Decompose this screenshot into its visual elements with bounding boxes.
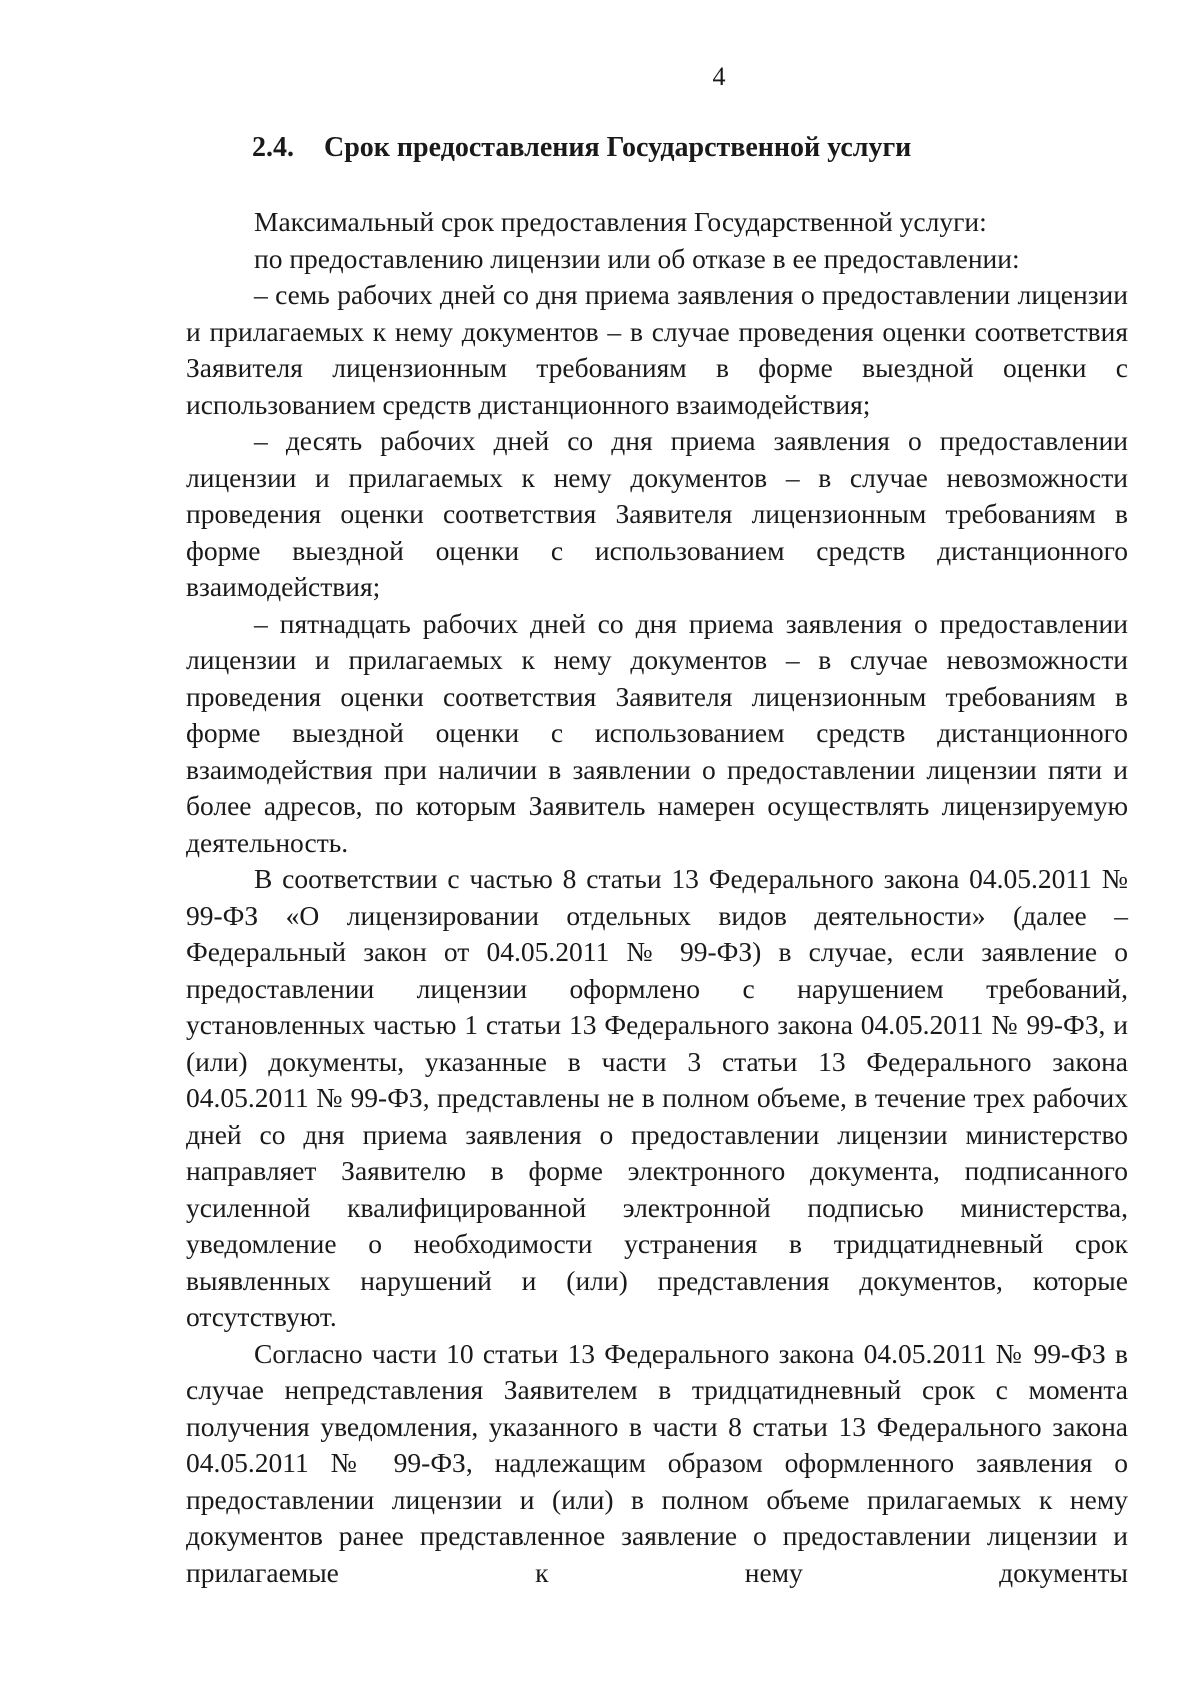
section-title: Срок предоставления Государственной услуги: [324, 132, 912, 163]
paragraph-part-10-return: Согласно части 10 статьи 13 Федерального закона 04.05.2011 № 99-ФЗ в случае непредставления Заявителем в тридцатидневный срок с момента получения уведомления, указанного в части 8 статьи 13 Федерального закона 04.05.2011 № 99-ФЗ, надлежащим образом оформленного заявления о предоставлении лицензии и (или) в полном объеме прилагаемых к нему документов ранее представленное заявление о предоставлении лицензии и прилагаемые к нему документы: [186, 1337, 1128, 1588]
list-item-fifteen-days: – пятнадцать рабочих дней со дня приема заявления о предоставлении лицензии и прилагаемых к нему документов – в случае невозможности проведения оценки соответствия Заявителя лицензионным требованиям в форме выездной оценки с использованием средств дистанционного взаимодействия при наличии в заявлении о предоставлении лицензии пяти и более адресов, по которым Заявитель намерен осуществлять лицензируемую деятельность.: [186, 607, 1128, 858]
paragraph-part-8-notice: В соответствии с частью 8 статьи 13 Федерального закона 04.05.2011 № 99-ФЗ «О лицензировании отдельных видов деятельности» (далее – Федеральный закон от 04.05.2011 № 99-ФЗ) в случае, если заявление о предоставлении лицензии оформлено с нарушением требований, установленных частью 1 статьи 13 Федерального закона 04.05.2011 № 99-ФЗ, и (или) документы, указанные в части 3 статьи 13 Федерального закона 04.05.2011 № 99-ФЗ, представлены не в полном объеме, в течение трех рабочих дней со дня приема заявления о предоставлении лицензии министерство направляет Заявителю в форме электронного документа, подписанного усиленной квалифицированной электронной подписью министерства, уведомление о необходимости устранения в тридцатидневный срок выявленных нарушений и (или) представления документов, которые отсутствуют.: [186, 863, 1128, 1332]
page-number: 4: [712, 62, 726, 91]
list-item-seven-days: – семь рабочих дней со дня приема заявления о предоставлении лицензии и прилагаемых к нему документов – в случае проведения оценки соответствия Заявителя лицензионным требованиям в форме выездной оценки с использованием средств дистанционного взаимодействия;: [186, 279, 1128, 420]
list-item-ten-days: – десять рабочих дней со дня приема заявления о предоставлении лицензии и прилагаемых к нему документов – в случае невозможности проведения оценки соответствия Заявителя лицензионным требованиям в форме выездной оценки с использованием средств дистанционного взаимодействия;: [186, 425, 1128, 602]
paragraph-max-term: Максимальный срок предоставления Государственной услуги:: [254, 206, 987, 237]
body-text: [186, 204, 1128, 1591]
section-heading: [252, 130, 1128, 166]
paragraph-license-decision: по предоставлению лицензии или об отказе в ее предоставлении:: [254, 242, 1020, 274]
section-number: 2.4.: [252, 132, 294, 163]
